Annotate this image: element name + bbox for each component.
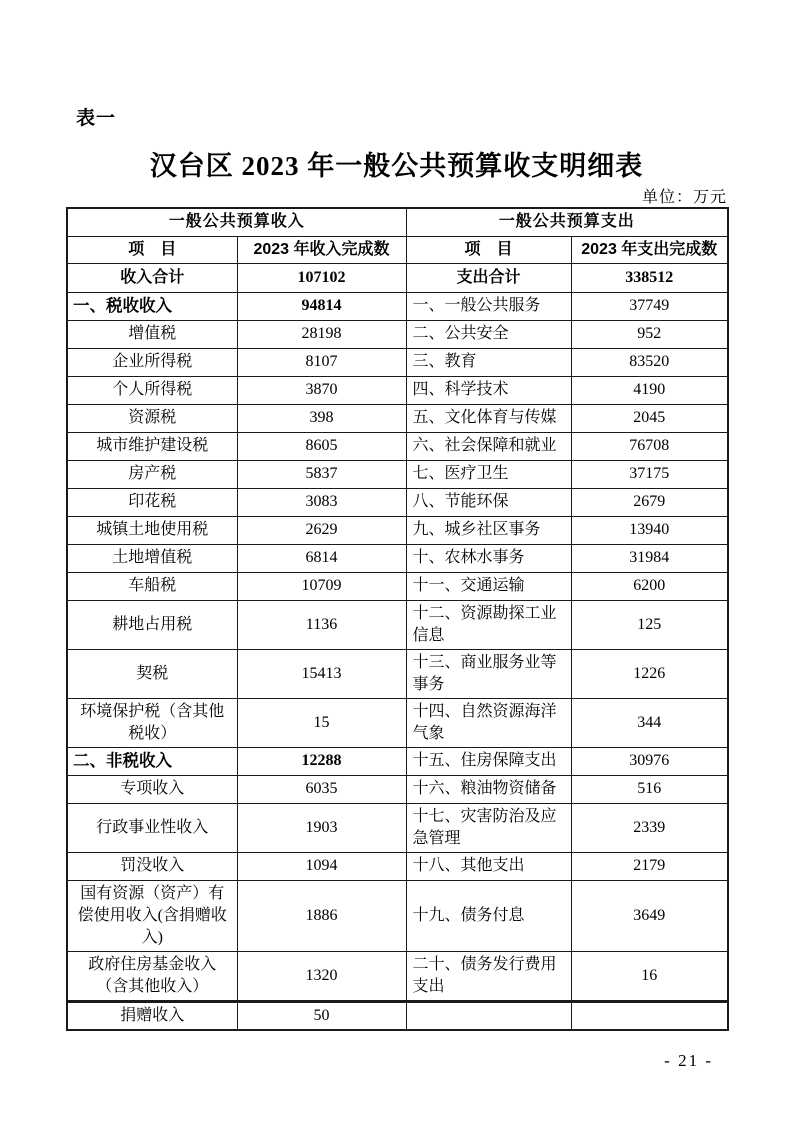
table-row [67,544,728,572]
income-value-cell: 398 [237,404,406,432]
expense-value-cell: 6200 [571,572,728,600]
income-item-cell: 企业所得税 [67,348,237,376]
income-value-cell: 28198 [237,320,406,348]
page-number: - 21 - [664,1051,713,1070]
income-item-cell: 捐赠收入 [67,1001,237,1030]
expense-value-cell: 2179 [571,852,728,880]
income-value-cell: 50 [237,1001,406,1030]
table-row [67,951,728,1001]
expense-value-cell: 2679 [571,488,728,516]
income-value-cell: 8107 [237,348,406,376]
page-title: 汉台区 2023 年一般公共预算收支明细表 [149,151,644,181]
income-value-cell: 1320 [237,951,406,1001]
income-item-cell: 环境保护税（含其他税收） [67,698,237,747]
income-value-cell: 1886 [237,880,406,951]
expense-value-cell: 30976 [571,747,728,775]
income-item-cell: 行政事业性收入 [67,803,237,852]
group-header-row [67,208,728,236]
table-row [67,348,728,376]
table-row [67,404,728,432]
column-header-row [67,236,728,263]
income-value-cell: 1094 [237,852,406,880]
expense-item-cell: 五、文化体育与传媒 [406,404,571,432]
income-value-cell: 3870 [237,376,406,404]
table-label: 表一 [76,108,117,129]
budget-table [66,207,729,1031]
income-item-cell: 罚没收入 [67,852,237,880]
income-total-label: 收入合计 [67,263,237,292]
expense-value-cell: 952 [571,320,728,348]
expense-value-cell: 83520 [571,348,728,376]
expense-value-cell: 344 [571,698,728,747]
expense-total-value: 338512 [571,263,728,292]
income-value-cell: 10709 [237,572,406,600]
expense-item-cell: 十七、灾害防治及应急管理 [406,803,571,852]
income-group-header: 一般公共预算收入 [67,208,406,236]
income-item-cell: 政府住房基金收入（含其他收入） [67,951,237,1001]
expense-item-cell: 八、节能环保 [406,488,571,516]
income-item-cell: 专项收入 [67,775,237,803]
income-item-cell: 印花税 [67,488,237,516]
expense-item-cell: 十六、粮油物资储备 [406,775,571,803]
table-row [67,600,728,649]
table-row [67,1001,728,1030]
expense-value-cell: 37749 [571,292,728,320]
expense-value-cell: 37175 [571,460,728,488]
income-value-cell: 2629 [237,516,406,544]
expense-item-cell: 四、科学技术 [406,376,571,404]
table-row [67,747,728,775]
expense-item-cell: 六、社会保障和就业 [406,432,571,460]
income-value-cell: 6814 [237,544,406,572]
table-row [67,460,728,488]
expense-item-cell: 十二、资源勘探工业信息 [406,600,571,649]
income-item-cell: 一、税收收入 [67,292,237,320]
income-item-cell: 车船税 [67,572,237,600]
income-value-cell: 12288 [237,747,406,775]
income-item-cell: 耕地占用税 [67,600,237,649]
income-item-cell: 房产税 [67,460,237,488]
table-row [67,852,728,880]
expense-item-cell: 二十、债务发行费用支出 [406,951,571,1001]
income-value-cell: 94814 [237,292,406,320]
income-item-cell: 城镇土地使用税 [67,516,237,544]
totals-row [67,263,728,292]
expense-item-cell: 十三、商业服务业等事务 [406,649,571,698]
income-item-cell: 国有资源（资产）有偿使用收入(含捐赠收入) [67,880,237,951]
expense-value-column-header: 2023 年支出完成数 [571,236,728,263]
table-row [67,320,728,348]
expense-value-cell: 13940 [571,516,728,544]
expense-item-cell: 七、医疗卫生 [406,460,571,488]
expense-total-label: 支出合计 [406,263,571,292]
income-item-cell: 城市维护建设税 [67,432,237,460]
income-item-cell: 增值税 [67,320,237,348]
table-row [67,803,728,852]
table-row [67,880,728,951]
expense-value-cell: 1226 [571,649,728,698]
income-item-cell: 契税 [67,649,237,698]
table-row [67,376,728,404]
expense-value-cell: 516 [571,775,728,803]
expense-group-header: 一般公共预算支出 [406,208,728,236]
expense-item-cell: 十四、自然资源海洋气象 [406,698,571,747]
income-value-cell: 1136 [237,600,406,649]
budget-table-body [67,292,728,1030]
expense-value-cell: 76708 [571,432,728,460]
expense-value-cell: 16 [571,951,728,1001]
expense-value-cell: 31984 [571,544,728,572]
income-item-column-header: 项 目 [67,236,237,263]
table-row [67,432,728,460]
expense-item-cell [406,1001,571,1030]
income-value-cell: 15413 [237,649,406,698]
unit-note: 单位：万元 [641,189,727,206]
income-item-cell: 个人所得税 [67,376,237,404]
income-item-cell: 二、非税收入 [67,747,237,775]
budget-table-header [67,208,728,292]
expense-item-cell: 三、教育 [406,348,571,376]
income-value-cell: 5837 [237,460,406,488]
table-row [67,698,728,747]
income-value-cell: 6035 [237,775,406,803]
expense-item-column-header: 项 目 [406,236,571,263]
income-value-cell: 8605 [237,432,406,460]
income-total-value: 107102 [237,263,406,292]
income-value-column-header: 2023 年收入完成数 [237,236,406,263]
income-value-cell: 1903 [237,803,406,852]
expense-item-cell: 二、公共安全 [406,320,571,348]
expense-item-cell: 九、城乡社区事务 [406,516,571,544]
expense-item-cell: 一、一般公共服务 [406,292,571,320]
expense-item-cell: 十九、债务付息 [406,880,571,951]
expense-item-cell: 十八、其他支出 [406,852,571,880]
expense-value-cell: 2339 [571,803,728,852]
expense-value-cell: 4190 [571,376,728,404]
income-item-cell: 资源税 [67,404,237,432]
expense-value-cell: 2045 [571,404,728,432]
income-value-cell: 15 [237,698,406,747]
table-row [67,649,728,698]
table-row [67,488,728,516]
table-row [67,572,728,600]
table-row [67,516,728,544]
income-value-cell: 3083 [237,488,406,516]
table-row [67,292,728,320]
income-item-cell: 土地增值税 [67,544,237,572]
expense-item-cell: 十、农林水事务 [406,544,571,572]
expense-value-cell: 3649 [571,880,728,951]
expense-item-cell: 十一、交通运输 [406,572,571,600]
table-row [67,775,728,803]
expense-value-cell [571,1001,728,1030]
expense-value-cell: 125 [571,600,728,649]
expense-item-cell: 十五、住房保障支出 [406,747,571,775]
